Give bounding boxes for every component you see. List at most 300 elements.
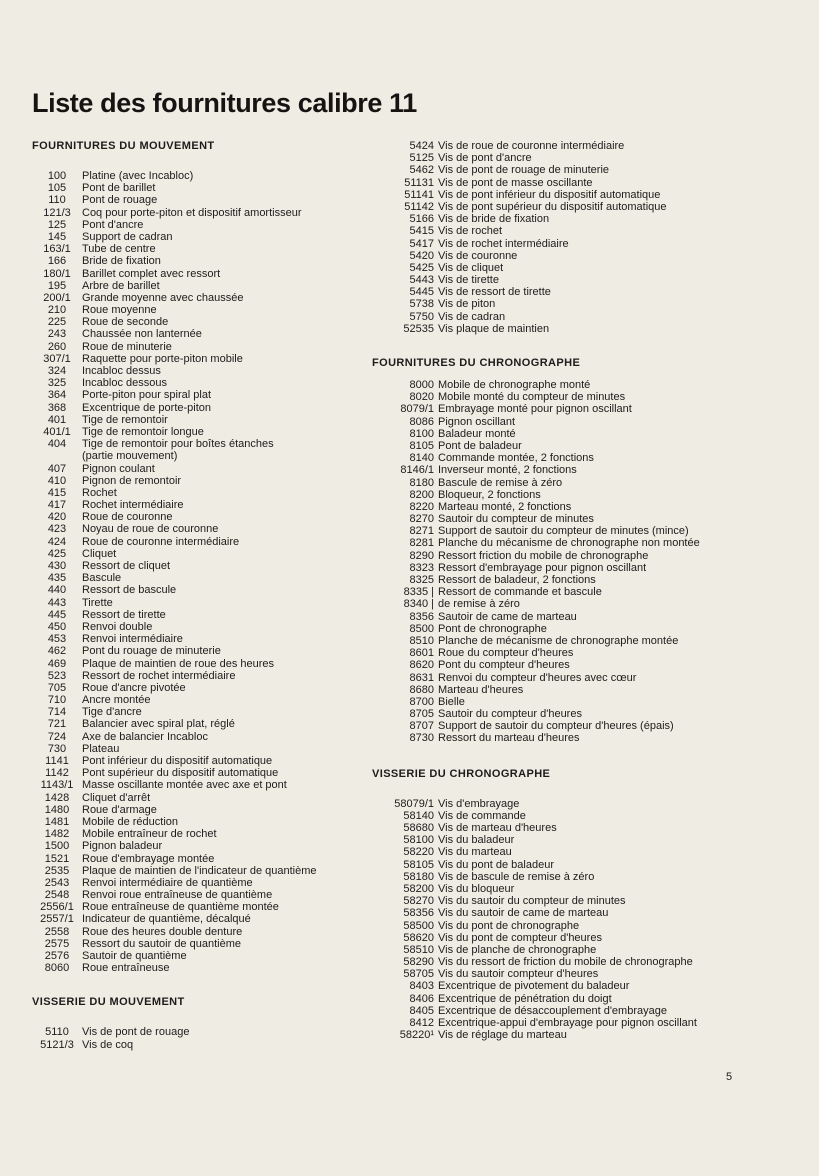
part-code: 58680 xyxy=(403,822,434,834)
list-item xyxy=(32,377,377,389)
part-description: Pignon coulant xyxy=(82,462,155,475)
list-item xyxy=(32,950,377,962)
list-item xyxy=(372,684,792,696)
list-item xyxy=(32,913,377,925)
part-code: 5750 xyxy=(409,310,434,323)
part-code: 180/1 xyxy=(43,267,71,280)
part-description: Tube de centre xyxy=(82,243,156,256)
part-code: 58220¹ xyxy=(399,1029,434,1042)
part-description: Support de sautoir du compteur de minutes (mince) xyxy=(438,525,689,538)
part-code: 453 xyxy=(47,633,67,646)
part-code: 2535 xyxy=(44,864,70,877)
list-item xyxy=(372,189,792,201)
list-item xyxy=(32,280,377,292)
list-item xyxy=(372,274,792,286)
list-item xyxy=(32,475,377,487)
part-code: 243 xyxy=(47,328,67,341)
part-description: Commande montée, 2 fonctions xyxy=(438,452,594,465)
part-code: 417 xyxy=(47,499,67,512)
part-code: 368 xyxy=(47,401,67,414)
list-item xyxy=(32,840,377,852)
part-code: 210 xyxy=(47,304,67,317)
list-item xyxy=(32,487,377,499)
part-description: Roue de couronne xyxy=(82,511,173,524)
list-item xyxy=(32,170,377,182)
part-description: Bielle xyxy=(438,695,465,708)
part-code: 8100 xyxy=(409,427,434,440)
part-code: 8086 xyxy=(409,415,434,428)
part-description: Plaque de maintien de roue des heures xyxy=(82,657,275,670)
part-description: Renvoi du compteur d'heures avec cœur xyxy=(438,671,637,684)
part-description: Incabloc dessous xyxy=(82,377,167,390)
part-code: 469 xyxy=(47,657,67,670)
part-description: Plateau xyxy=(82,742,120,755)
part-description: Renvoi intermédiaire de quantième xyxy=(82,876,253,889)
list-item xyxy=(372,708,792,720)
list-item xyxy=(32,292,377,304)
part-description: Vis de pont inférieur du dispositif automatique xyxy=(438,188,661,201)
list-item xyxy=(372,696,792,708)
part-code: 8220 xyxy=(409,500,434,513)
part-description: Axe de balancier Incabloc xyxy=(82,730,208,743)
part-description: Bloqueur, 2 fonctions xyxy=(438,488,541,501)
part-description: Vis de réglage du marteau xyxy=(438,1029,567,1042)
part-description: Support de sautoir du compteur d'heures (épais) xyxy=(438,720,674,733)
part-description: Bascule xyxy=(82,572,122,585)
part-description: Pignon oscillant xyxy=(438,415,516,428)
list-item xyxy=(32,438,377,450)
part-description: Pont supérieur du dispositif automatique xyxy=(82,767,279,780)
list-item xyxy=(372,537,792,549)
list-item xyxy=(372,659,792,671)
list-item xyxy=(372,513,792,525)
part-description: Pont du compteur d'heures xyxy=(438,659,570,672)
part-description: Vis de piton xyxy=(438,298,496,311)
list-visserie-mouvement-suite xyxy=(372,140,792,335)
part-description: Ressort de bascule xyxy=(82,584,177,597)
list-item xyxy=(372,379,792,391)
part-description: Vis du bloqueur xyxy=(438,882,515,895)
part-code: 423 xyxy=(47,523,67,536)
part-description: Pont d'ancre xyxy=(82,218,144,231)
list-item xyxy=(32,523,377,535)
part-code: 2548 xyxy=(44,889,70,902)
list-item xyxy=(372,895,792,907)
part-code: 195 xyxy=(47,279,67,292)
list-item xyxy=(372,225,792,237)
part-code: 51141 xyxy=(404,188,434,201)
part-code: 200/1 xyxy=(43,291,71,304)
list-item xyxy=(32,731,377,743)
part-description: Ressort de rochet intermédiaire xyxy=(82,669,236,682)
list-item xyxy=(32,463,377,475)
part-code: 8020 xyxy=(409,391,434,404)
part-description: Vis plaque de maintien xyxy=(438,322,550,335)
list-item xyxy=(32,694,377,706)
list-item xyxy=(32,304,377,316)
list-item xyxy=(372,732,792,744)
list-item xyxy=(32,536,377,548)
part-description: Support de cadran xyxy=(82,230,173,243)
part-description: Excentrique de porte-piton xyxy=(82,401,212,414)
part-description: Excentrique de désaccouplement d'embrayage xyxy=(438,1004,667,1017)
list-item xyxy=(372,550,792,562)
list-item xyxy=(32,645,377,657)
section-heading-visserie-chronographe: VISSERIE DU CHRONOGRAPHE xyxy=(372,767,551,780)
part-code: 5425 xyxy=(409,261,434,274)
list-item xyxy=(372,298,792,310)
part-description: Tige de remontoir pour boîtes étanches xyxy=(82,438,274,451)
part-code: 404 xyxy=(47,438,67,451)
part-description: Roue entraîneuse xyxy=(82,962,170,975)
part-code: 425 xyxy=(47,547,67,560)
part-code: 1141 xyxy=(45,755,69,767)
list-item xyxy=(372,262,792,274)
section-heading-fournitures-chronographe: FOURNITURES DU CHRONOGRAPHE xyxy=(372,357,581,369)
part-description: Vis d'embrayage xyxy=(438,797,520,810)
list-item xyxy=(372,201,792,213)
list-item xyxy=(32,597,377,609)
part-description: Ressort du sautoir de quantième xyxy=(82,937,241,950)
list-item xyxy=(372,440,792,452)
part-code: 307/1 xyxy=(43,352,71,365)
part-code: 8180 xyxy=(409,476,434,489)
list-item xyxy=(32,682,377,694)
list-item xyxy=(32,779,377,791)
part-description: Tige d'ancre xyxy=(82,706,142,719)
part-code: 325 xyxy=(47,377,67,390)
part-code: 8270 xyxy=(409,513,434,526)
part-code: 58200 xyxy=(403,882,434,895)
list-item xyxy=(372,822,792,834)
part-code: 5443 xyxy=(409,274,434,287)
list-item xyxy=(32,1026,377,1038)
part-description: Bascule de remise à zéro xyxy=(438,476,563,489)
part-description: Pont de baladeur xyxy=(438,439,522,452)
part-code: 8707 xyxy=(409,720,434,733)
part-code: 8340 | xyxy=(403,598,434,611)
part-code: 1521 xyxy=(44,852,70,865)
part-description: Vis de tirette xyxy=(438,274,499,287)
part-code: 58290 xyxy=(403,956,434,969)
part-code: 51131 xyxy=(404,176,434,189)
part-code: 2543 xyxy=(44,876,70,889)
part-code: 58100 xyxy=(403,834,434,847)
part-description: Vis de cadran xyxy=(438,310,506,323)
list-item xyxy=(32,743,377,755)
part-description: Vis de ressort de tirette xyxy=(438,286,551,299)
part-code: 5417 xyxy=(409,237,434,250)
part-description: Vis de roue de couronne intermédiaire xyxy=(438,140,625,152)
list-item xyxy=(372,598,792,610)
part-code: 58180 xyxy=(403,870,434,883)
part-description: Vis de pont de rouage xyxy=(82,1026,190,1039)
part-code: 8412 xyxy=(409,1017,434,1029)
list-item xyxy=(372,152,792,164)
list-item xyxy=(32,231,377,243)
part-description: Pont du rouage de minuterie xyxy=(82,645,221,658)
part-code: 407 xyxy=(47,462,67,475)
part-code: 5166 xyxy=(409,213,434,226)
list-item xyxy=(372,1029,792,1041)
part-code: 58270 xyxy=(403,895,434,908)
list-item xyxy=(32,584,377,596)
part-code: 8730 xyxy=(409,732,434,745)
list-item xyxy=(372,250,792,262)
part-description: Vis du sautoir de came de marteau xyxy=(438,907,609,920)
list-item xyxy=(372,810,792,822)
part-description: Ancre montée xyxy=(82,694,151,707)
part-code xyxy=(32,450,82,462)
list-item xyxy=(372,956,792,968)
part-code: 58705 xyxy=(403,968,434,981)
part-code: 443 xyxy=(47,596,67,609)
part-description: Incabloc dessus xyxy=(82,365,161,377)
part-description: Vis de pont de rouage de minuterie xyxy=(438,164,610,177)
part-description: Bride de fixation xyxy=(82,255,161,268)
part-description: Plaque de maintien de l'indicateur de quantième xyxy=(82,864,317,877)
part-description: Balancier avec spiral plat, réglé xyxy=(82,718,235,731)
part-description: Tige de remontoir longue xyxy=(82,425,204,438)
list-item xyxy=(32,816,377,828)
list-item xyxy=(32,670,377,682)
list-item xyxy=(372,416,792,428)
part-description: (partie mouvement) xyxy=(82,450,178,463)
list-item xyxy=(372,1005,792,1017)
part-description: Chaussée non lanternée xyxy=(82,328,202,341)
part-code: 125 xyxy=(47,218,67,231)
part-description: Vis de pont d'ancre xyxy=(438,152,532,165)
list-item xyxy=(32,938,377,950)
part-code: 415 xyxy=(47,486,67,499)
part-description: Excentrique de pénétration du doigt xyxy=(438,992,612,1005)
part-code: 2575 xyxy=(44,937,70,950)
list-item xyxy=(372,464,792,476)
part-description: Tirette xyxy=(82,596,113,609)
list-item xyxy=(372,562,792,574)
list-item xyxy=(32,207,377,219)
part-code: 8335 | xyxy=(403,586,434,599)
part-code: 401 xyxy=(47,413,67,426)
part-description: Sautoir du compteur de minutes xyxy=(438,513,594,526)
part-code: 1481 xyxy=(44,815,70,828)
part-code: 51142 xyxy=(404,200,434,213)
part-code: 445 xyxy=(47,608,67,621)
list-item xyxy=(32,828,377,840)
list-item xyxy=(32,402,377,414)
part-description: Mobile de chronographe monté xyxy=(438,379,591,391)
list-item xyxy=(32,926,377,938)
part-code: 58356 xyxy=(403,907,434,920)
part-description: Vis de commande xyxy=(438,809,526,822)
part-description: Tige de remontoir xyxy=(82,413,168,426)
part-code: 5462 xyxy=(409,164,434,177)
list-item xyxy=(372,140,792,152)
part-description: Rochet xyxy=(82,486,117,499)
list-item xyxy=(372,164,792,176)
list-item xyxy=(32,706,377,718)
part-description: Marteau d'heures xyxy=(438,683,524,696)
list-item xyxy=(372,871,792,883)
list-item xyxy=(32,889,377,901)
part-code: 1482 xyxy=(44,828,70,841)
list-item xyxy=(372,213,792,225)
page-number: 5 xyxy=(726,1071,733,1083)
list-item xyxy=(32,560,377,572)
list-item xyxy=(32,718,377,730)
part-code: 401/1 xyxy=(43,425,71,438)
part-code: 5125 xyxy=(409,152,434,165)
part-description: Excentrique de pivotement du baladeur xyxy=(438,980,630,993)
list-item xyxy=(372,586,792,598)
part-code: 8700 xyxy=(409,695,434,708)
list-item xyxy=(32,804,377,816)
part-description: Cliquet xyxy=(82,547,117,560)
list-item xyxy=(372,452,792,464)
list-item xyxy=(372,798,792,810)
part-description: Vis de rochet xyxy=(438,225,503,238)
part-code: 1500 xyxy=(44,840,70,853)
list-item xyxy=(372,968,792,980)
part-code: 8000 xyxy=(409,379,434,391)
part-description: Noyau de roue de couronne xyxy=(82,523,219,536)
part-code: 5738 xyxy=(409,298,434,311)
part-description: Mobile de réduction xyxy=(82,815,179,828)
part-code: 462 xyxy=(47,645,67,658)
part-code: 8680 xyxy=(409,683,434,696)
right-column xyxy=(372,140,792,1041)
part-description: Porte-piton pour spiral plat xyxy=(82,389,212,402)
list-item xyxy=(372,980,792,992)
part-description: Ressort de cliquet xyxy=(82,560,171,572)
list-item xyxy=(32,353,377,365)
list-item xyxy=(372,391,792,403)
list-item xyxy=(372,920,792,932)
list-item xyxy=(32,901,377,913)
part-description: Vis de rochet intermédiaire xyxy=(438,237,569,250)
list-item xyxy=(372,611,792,623)
list-fournitures-chronographe xyxy=(372,379,792,745)
part-description: Pignon de remontoir xyxy=(82,474,182,487)
part-description: Renvoi intermédiaire xyxy=(82,633,183,646)
list-item xyxy=(372,1017,792,1029)
list-item xyxy=(372,501,792,513)
part-description: Roue moyenne xyxy=(82,304,157,317)
part-code: 424 xyxy=(47,535,67,548)
list-item xyxy=(372,883,792,895)
list-item xyxy=(32,621,377,633)
part-description: Pont de chronographe xyxy=(438,622,547,635)
list-item xyxy=(32,268,377,280)
part-description: Sautoir de came de marteau xyxy=(438,610,577,623)
list-item xyxy=(372,286,792,298)
part-code: 430 xyxy=(47,560,67,572)
part-code: 724 xyxy=(47,730,67,743)
part-code: 5121/3 xyxy=(40,1038,74,1051)
part-description: Roue de minuterie xyxy=(82,340,172,353)
part-code: 730 xyxy=(47,742,67,755)
part-code: 58510 xyxy=(403,943,434,956)
part-description: Roue d'armage xyxy=(82,803,157,816)
list-item xyxy=(32,450,377,462)
part-code: 2556/1 xyxy=(40,901,74,914)
part-description: Indicateur de quantième, décalqué xyxy=(82,913,251,926)
part-description: Vis du pont de compteur d'heures xyxy=(438,931,602,944)
part-description: Vis de coq xyxy=(82,1038,134,1051)
part-description: Vis du ressort de friction du mobile de chronographe xyxy=(438,956,693,969)
list-item xyxy=(32,877,377,889)
list-item xyxy=(32,792,377,804)
part-code: 166 xyxy=(47,255,67,268)
part-code: 8705 xyxy=(409,708,434,721)
part-description: Ressort d'embrayage pour pignon oscillant xyxy=(438,561,647,574)
list-item xyxy=(372,859,792,871)
list-item xyxy=(32,341,377,353)
part-description: Cliquet d'arrêt xyxy=(82,791,151,804)
part-code: 2576 xyxy=(44,950,70,962)
part-description: Vis du baladeur xyxy=(438,834,515,847)
list-item xyxy=(32,633,377,645)
list-item xyxy=(32,853,377,865)
part-code: 450 xyxy=(47,620,67,633)
list-item xyxy=(372,944,792,956)
part-code: 1428 xyxy=(44,791,70,804)
part-description: Vis du sautoir compteur d'heures xyxy=(438,968,599,981)
list-item xyxy=(372,672,792,684)
part-code: 8406 xyxy=(409,992,434,1005)
part-description: Vis de planche de chronographe xyxy=(438,943,597,956)
part-description: Vis de cliquet xyxy=(438,261,504,274)
part-code: 58105 xyxy=(403,858,434,871)
part-code: 8146/1 xyxy=(400,464,434,477)
part-code: 324 xyxy=(47,365,67,377)
list-item xyxy=(32,194,377,206)
part-code: 1142 xyxy=(45,767,69,780)
part-code: 225 xyxy=(47,316,67,329)
part-code: 8325 xyxy=(409,574,434,586)
list-visserie-mouvement xyxy=(32,1026,377,1050)
part-code: 100 xyxy=(47,170,67,182)
list-item xyxy=(32,499,377,511)
part-code: 1143/1 xyxy=(40,779,74,792)
list-item xyxy=(32,328,377,340)
part-code: 260 xyxy=(47,340,67,353)
part-description: Ressort friction du mobile de chronographe xyxy=(438,549,649,562)
part-code: 440 xyxy=(47,584,67,597)
list-item xyxy=(372,932,792,944)
list-item xyxy=(32,767,377,779)
part-code: 8271 xyxy=(409,525,434,538)
list-item xyxy=(372,574,792,586)
list-item xyxy=(372,846,792,858)
section-heading-fournitures-mouvement: FOURNITURES DU MOUVEMENT xyxy=(32,140,215,152)
part-code: 410 xyxy=(47,474,67,487)
list-item xyxy=(32,865,377,877)
part-code: 705 xyxy=(47,681,67,694)
part-code: 8405 xyxy=(409,1004,434,1017)
part-code: 8500 xyxy=(409,622,434,635)
part-description: Planche du mécanisme de chronographe non montée xyxy=(438,537,700,550)
part-code: 5424 xyxy=(409,140,434,152)
part-code: 105 xyxy=(47,182,67,195)
part-code: 435 xyxy=(47,572,67,585)
part-code: 8200 xyxy=(409,488,434,501)
list-item xyxy=(32,316,377,328)
part-code: 8323 xyxy=(409,561,434,574)
list-item xyxy=(372,907,792,919)
part-description: Sautoir du compteur d'heures xyxy=(438,708,582,721)
part-code: 145 xyxy=(47,230,67,243)
